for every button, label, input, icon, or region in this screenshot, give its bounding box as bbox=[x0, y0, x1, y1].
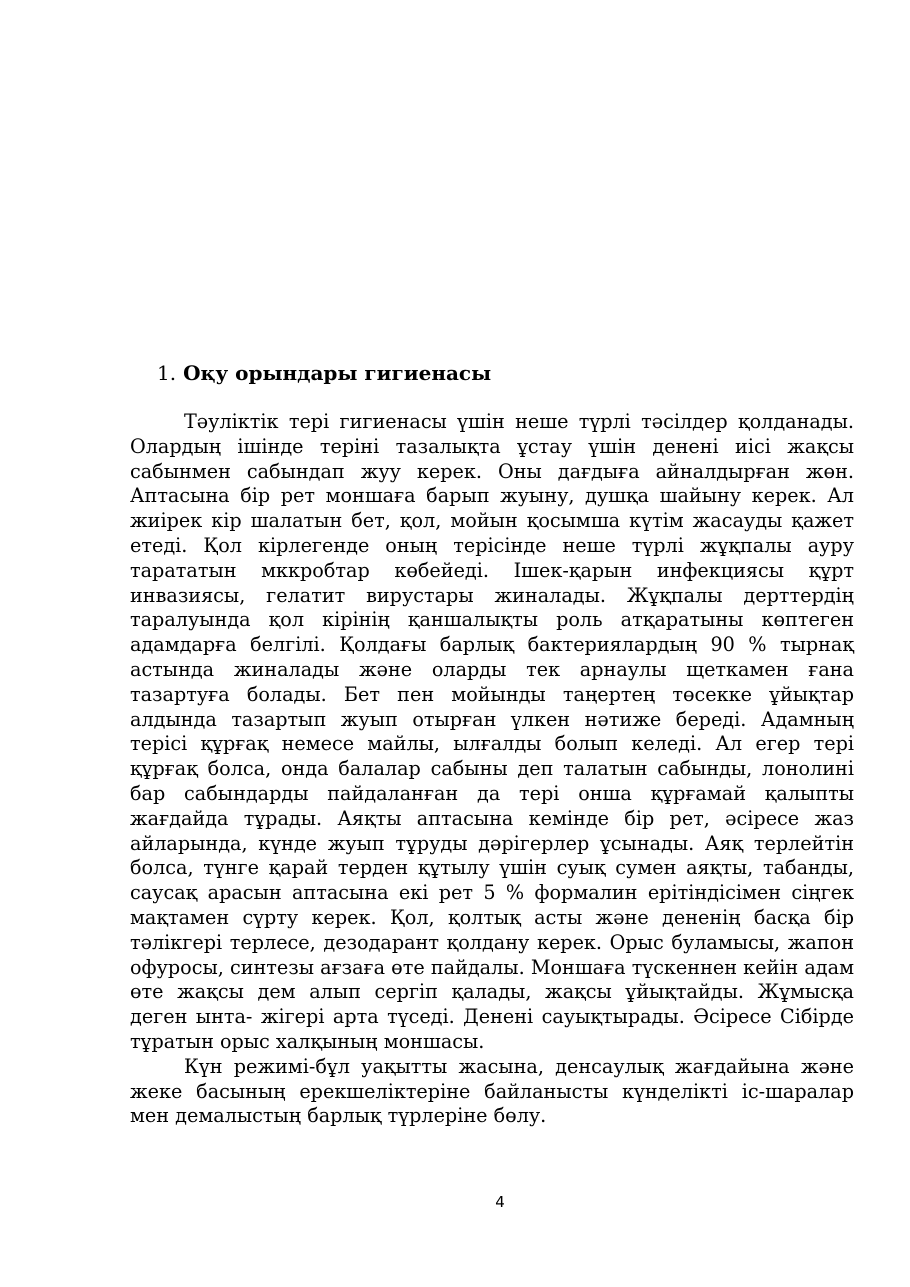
section-heading bbox=[157, 360, 491, 386]
paragraph-daily-regime: Күн режимі-бұл уақытты жасына, денсаулық жағдайына және жеке басының ерекшеліктеріне байланысты күнделікті іс-шаралар мен демалыстың барлық түрлеріне бөлу. bbox=[130, 1054, 854, 1128]
section-title: Оқу орындары гигиенасы bbox=[183, 361, 492, 385]
section-number: 1. bbox=[157, 361, 177, 385]
body-text bbox=[130, 410, 854, 1129]
page-number: 4 bbox=[495, 1193, 505, 1211]
paragraph-skin-hygiene: Тәуліктік тері гигиенасы үшін неше түрлі тәсілдер қолданады. Олардың ішінде теріні тазалықта ұстау үшін денені иісі жақсы сабынмен сабындап жуу керек. Оны дағдыға айналдырған жөн. Аптасына бір рет моншаға барып жуыну, душқа шайыну керек. Ал жиірек кір шалатын бет, қол, мойын қосымша күтім жасауды қажет етеді. Қол кірлегенде оның терісінде неше түрлі жұқпалы ауру тарататын мккробтар көбейеді. Ішек-қарын инфекциясы құрт инвазиясы, гелатит вирустары жиналады. Жұқпалы дерттердің таралуында қол кірінің қаншалықты роль атқаратыны көптеген адамдарға белгілі. Қолдағы барлық бактериялардың 90 % тырнақ астында жиналады және оларды тек арнаулы щеткамен ғана тазартуға болады. Бет пен мойынды таңертең төсекке ұйықтар алдында тазартып жуып отырған үлкен нәтиже береді. Адамның терісі құрғақ немесе майлы, ылғалды болып келеді. Ал егер тері құрғақ болса, онда балалар сабыны деп талатын сабынды, лонолині бар сабындарды пайдаланған да тері онша құрғамай қалыпты жағдайда тұрады. Аяқты аптасына кемінде бір рет, әсіресе жаз айларында, күнде жуып тұруды дәрігерлер ұсынады. Аяқ терлейтін болса, түнге қарай терден құтылу үшін суық сумен аяқты, табанды, саусақ арасын аптасына екі рет 5 % формалин ерітіндісімен сіңгек мақтамен сүрту керек. Қол, қолтық асты және дененің басқа бір тәлікгері терлесе, дезодарант қолдану керек. Орыс буламысы, жапон офуросы, синтезы ағзаға өте пайдалы. Моншаға түскеннен кейін адам өте жақсы дем алып сергіп қалады, жақсы ұйықтайды. Жұмысқа деген ынта- жігері арта түседі. Денені сауықтырады. Әсіресе Сібірде тұратын орыс халқының моншасы. bbox=[130, 410, 854, 1053]
